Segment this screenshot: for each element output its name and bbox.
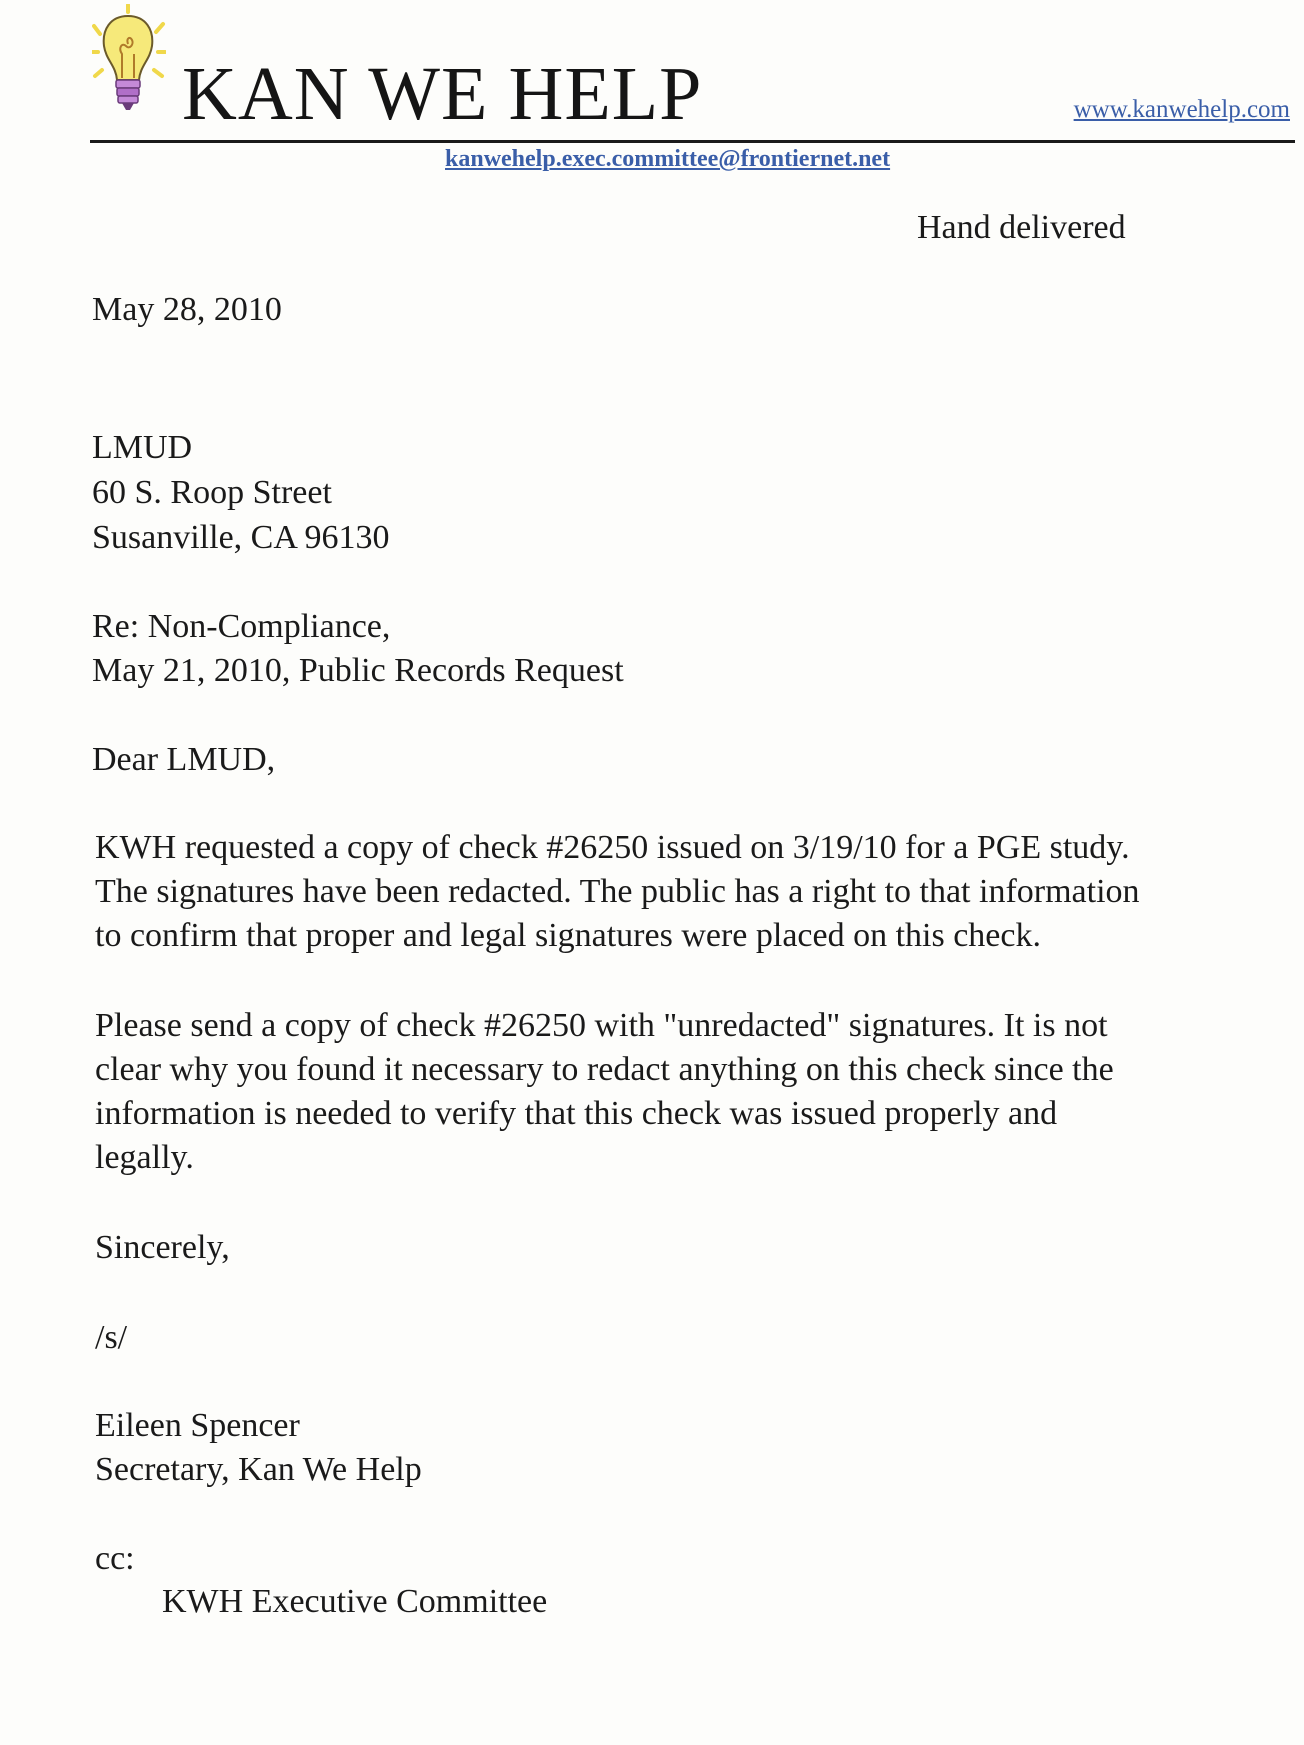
signature: /s/ <box>95 1319 128 1356</box>
paragraph-line: legally. <box>95 1139 194 1176</box>
recipient-street: 60 S. Roop Street <box>92 474 332 511</box>
organization-name: KAN WE HELP <box>182 52 703 136</box>
paragraph-line: The signatures have been redacted. The public has a right to that information <box>95 873 1140 910</box>
recipient-name: LMUD <box>92 429 193 466</box>
lightbulb-icon <box>92 4 166 122</box>
cc-recipient: KWH Executive Committee <box>162 1583 548 1620</box>
letter-date: May 28, 2010 <box>92 291 282 328</box>
paragraph-line: information is needed to verify that this check was issued properly and <box>95 1095 1058 1132</box>
paragraph-line: Please send a copy of check #26250 with "unredacted" signatures. It is not <box>95 1007 1108 1044</box>
paragraph-line: to confirm that proper and legal signatures were placed on this check. <box>95 917 1041 954</box>
website-link[interactable]: www.kanwehelp.com <box>1073 96 1290 123</box>
delivery-note: Hand delivered <box>917 209 1126 246</box>
subject-line-1: Re: Non-Compliance, <box>92 608 391 645</box>
signer-name: Eileen Spencer <box>95 1407 300 1444</box>
cc-label: cc: <box>95 1540 135 1577</box>
body-paragraph-2 <box>95 1004 1114 1180</box>
recipient-city: Susanville, CA 96130 <box>92 519 390 556</box>
paragraph-line: clear why you found it necessary to redact anything on this check since the <box>95 1051 1114 1088</box>
body-paragraph-1 <box>95 826 1140 958</box>
letterhead-divider <box>90 140 1295 143</box>
email-link[interactable]: kanwehelp.exec.committee@frontiernet.net <box>445 146 891 172</box>
subject-line-2: May 21, 2010, Public Records Request <box>92 652 624 689</box>
signer-title: Secretary, Kan We Help <box>95 1451 422 1488</box>
closing: Sincerely, <box>95 1229 230 1266</box>
paragraph-line: KWH requested a copy of check #26250 issued on 3/19/10 for a PGE study. <box>95 829 1130 866</box>
salutation: Dear LMUD, <box>92 741 276 778</box>
